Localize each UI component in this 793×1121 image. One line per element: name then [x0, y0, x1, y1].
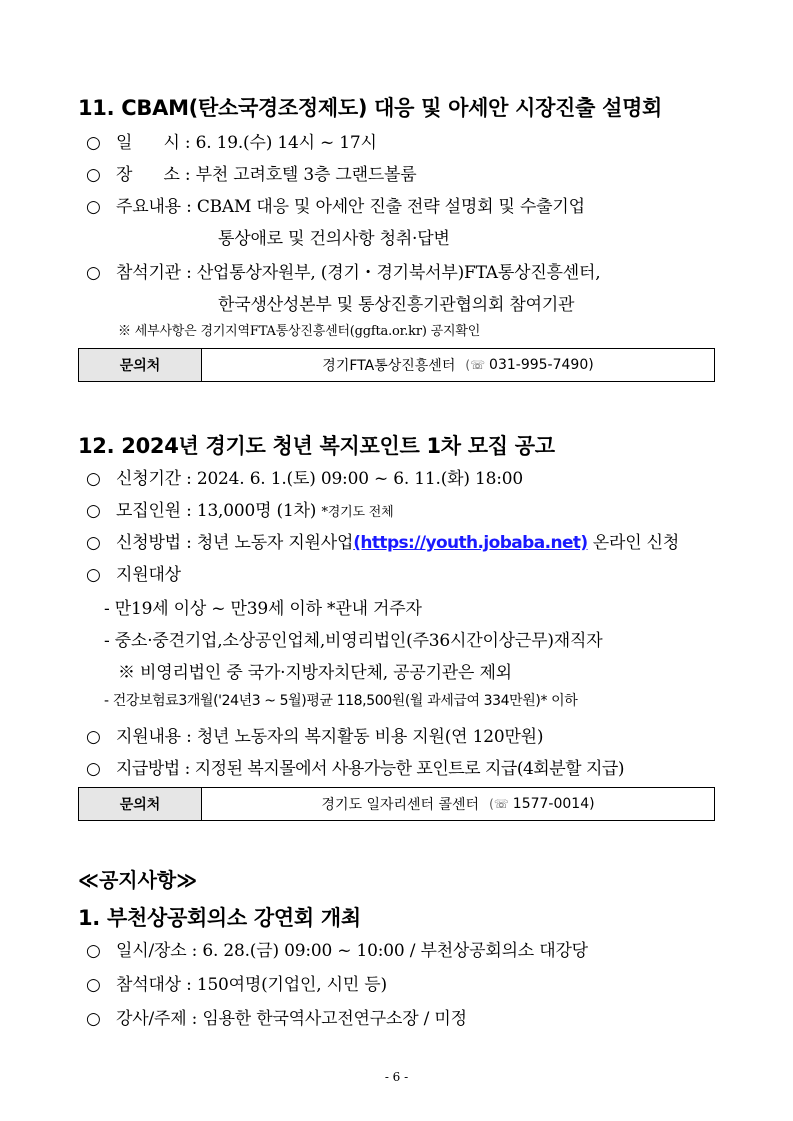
jobaba-link[interactable]: (https://youth.jobaba.net) — [353, 533, 588, 553]
section-12-sub-age: - 만19세 이상 ~ 만39세 이하 *관내 거주자 — [104, 599, 422, 619]
bullet-icon: ○ — [86, 727, 101, 747]
notice-item-attendees: ○ 참석대상 : 150여명(기업인, 시민 등) — [86, 975, 387, 995]
notice-item-speaker: ○ 강사/주제 : 임용한 한국역사고전연구소장 / 미정 — [86, 1009, 467, 1029]
bullet-icon: ○ — [86, 759, 101, 779]
section-12-item-support: ○ 지원내용 : 청년 노동자의 복지활동 비용 지원(연 120만원) — [86, 727, 544, 747]
bullet-icon: ○ — [86, 941, 101, 961]
bullet-icon: ○ — [86, 263, 101, 283]
section-12-sub-insurance: - 건강보험료3개월('24년3 ~ 5월)평균 118,500원(월 과세급여 334만원)* 이하 — [104, 693, 578, 709]
section-12-item-period: ○ 신청기간 : 2024. 6. 1.(토) 09:00 ~ 6. 11.(화) 18:00 — [86, 469, 524, 489]
page-number: - 6 - — [384, 1070, 409, 1084]
section-12-sub-exclusion: ※ 비영리법인 중 국가·지방자치단체, 공공기관은 제외 — [118, 663, 512, 683]
notice-title: ≪공지사항≫ — [78, 868, 198, 892]
section-11-heading: 11. CBAM(탄소국경조정제도) 대응 및 아세안 시장진출 설명회 — [78, 96, 663, 120]
section-11-note: ※ 세부사항은 경기지역FTA통상진흥센터(ggfta.or.kr) 공지확인 — [118, 324, 481, 339]
section-11-item-attendees: ○ 참석기관 : 산업통상자원부, (경기・경기북서부)FTA통상진흥센터, — [86, 263, 601, 283]
notice-heading: 1. 부천상공회의소 강연회 개최 — [78, 906, 361, 930]
bullet-icon: ○ — [86, 133, 101, 153]
phone-icon: ☏ — [470, 358, 486, 372]
phone-icon: ☏ — [493, 797, 509, 811]
bullet-icon: ○ — [86, 197, 101, 217]
notice-item-datetime: ○ 일시/장소 : 6. 28.(금) 09:00 ~ 10:00 / 부천상공회의소 대강당 — [86, 941, 588, 961]
section-12-item-payment: ○ 지급방법 : 지정된 복지몰에서 사용가능한 포인트로 지급(4회분할 지급) — [86, 759, 624, 779]
contact-value: 경기FTA통상진흥센터 (☏ 031-995-7490) — [322, 357, 594, 374]
bullet-icon: ○ — [86, 533, 101, 553]
section-11-item-content-cont: 통상애로 및 건의사항 청취·답변 — [218, 229, 450, 249]
section-12-sub-employee: - 중소·중견기업,소상공인업체,비영리법인(주36시간이상근무)재직자 — [104, 631, 603, 651]
contact-label: 문의처 — [79, 349, 202, 381]
contact-label: 문의처 — [79, 788, 202, 820]
bullet-icon: ○ — [86, 1009, 101, 1029]
section-11-item-content: ○ 주요내용 : CBAM 대응 및 아세안 진출 전략 설명회 및 수출기업 — [86, 197, 585, 217]
bullet-icon: ○ — [86, 469, 101, 489]
section-11-item-date: ○ 일 시 : 6. 19.(수) 14시 ~ 17시 — [86, 133, 377, 153]
section-12-item-method: ○ 신청방법 : 청년 노동자 지원사업(https://youth.jobaba.net) 온라인 신청 — [86, 533, 680, 553]
section-12-contact-box — [78, 787, 715, 821]
section-11-item-place: ○ 장 소 : 부천 고려호텔 3층 그랜드볼룸 — [86, 165, 417, 185]
section-11-contact-box — [78, 348, 715, 382]
bullet-icon: ○ — [86, 501, 101, 521]
section-12-heading: 12. 2024년 경기도 청년 복지포인트 1차 모집 공고 — [78, 434, 555, 458]
section-11-item-attendees-cont: 한국생산성본부 및 통상진흥기관협의회 참여기관 — [218, 295, 575, 315]
section-12-item-target: ○ 지원대상 — [86, 565, 181, 585]
bullet-icon: ○ — [86, 975, 101, 995]
section-12-item-quota: ○ 모집인원 : 13,000명 (1차) *경기도 전체 — [86, 501, 394, 521]
contact-value: 경기도 일자리센터 콜센터 (☏ 1577-0014) — [321, 796, 595, 813]
bullet-icon: ○ — [86, 565, 101, 585]
bullet-icon: ○ — [86, 165, 101, 185]
